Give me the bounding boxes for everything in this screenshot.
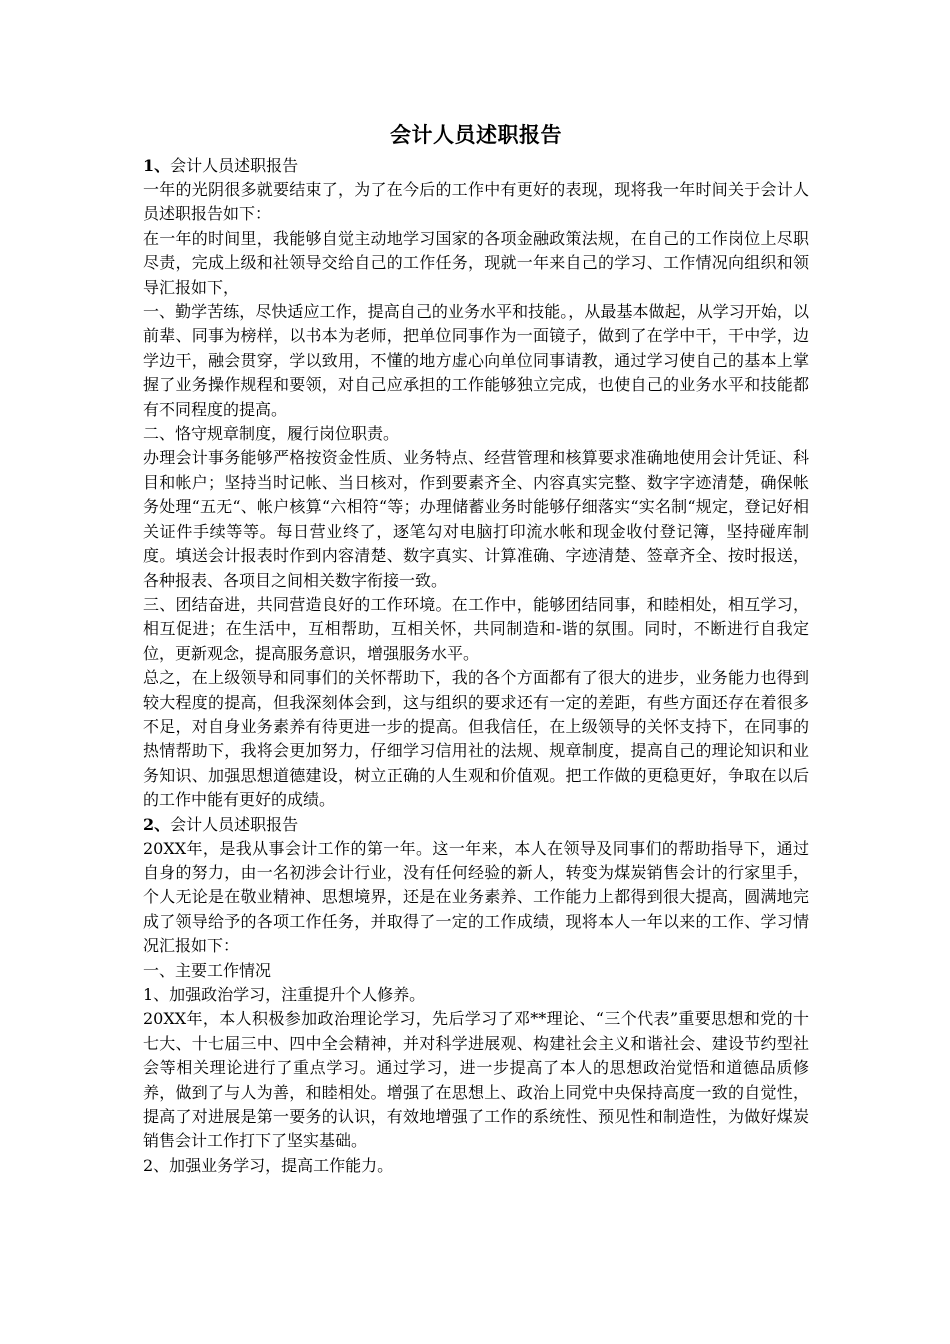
paragraph: 一、主要工作情况 [143,960,272,980]
document-page [143,120,809,1178]
paragraph: 20XX年，本人积极参加政治理论学习，先后学习了邓**理论、“三个代表”重要思想和党的十七大、十七届三中、四中全会精神，并对科学进展观、构建社会主义和谐社会、建设节约型社会等相关理论进行了重点学习。通过学习，进一步提高了本人的思想政治觉悟和道德品质修养，做到了与人为善，和睦相处。增强了在思想上、政治上同党中央保持高度一致的自觉性，提高了对进展是第一要务的认识，有效地增强了工作的系统性、预见性和制造性，为做好煤炭销售会计工作打下了坚实基础。 [143,1009,809,1151]
section-number: 1、 [143,156,171,175]
paragraph: 总之，在上级领导和同事们的关怀帮助下，我的各个方面都有了很大的进步，业务能力也得到较大程度的提高，但我深刻体会到，这与组织的要求还有一定的差距，有些方面还存在着很多不足，对自身业务素养有待更进一步的提高。但我信任，在上级领导的关怀支持下，在同事的热情帮助下，我将会更加努力，仔细学习信用社的法规、规章制度，提高自己的理论知识和业务知识、加强思想道德建设，树立正确的人生观和价值观。把工作做的更稳更好，争取在以后的工作中能有更好的成绩。 [143,668,809,810]
paragraph: 一年的光阴很多就要结束了，为了在今后的工作中有更好的表现，现将我一年时间关于会计人员述职报告如下： [143,180,809,224]
section-2 [143,813,809,1179]
section-1 [143,154,809,813]
paragraph: 办理会计事务能够严格按资金性质、业务特点、经营管理和核算要求准确地使用会计凭证、科目和帐户；坚持当时记帐、当日核对，作到要素齐全、内容真实完整、数字字迹清楚，确保帐务处理“五无“、帐户核算“六相符“等；办理储蓄业务时能够仔细落实“实名制“规定，登记好相关证件手续等等。每日营业终了，逐笔勾对电脑打印流水帐和现金收付登记簿，坚持碰库制度。填送会计报表时作到内容清楚、数字真实、计算准确、字迹清楚、签章齐全、按时报送，各种报表、各项目之间相关数字衔接一致。 [143,448,809,590]
paragraph: 1、加强政治学习，注重提升个人修养。 [143,985,426,1004]
paragraph: 在一年的时间里，我能够自觉主动地学习国家的各项金融政策法规，在自己的工作岗位上尽职尽责，完成上级和社领导交给自己的工作任务，现就一年来自己的学习、工作情况向组织和领导汇报如下， [143,228,809,297]
section-number: 2、 [143,814,171,834]
paragraph: 一、勤学苦练，尽快适应工作，提高自己的业务水平和技能。，从最基本做起，从学习开始，以前辈、同事为榜样，以书本为老师，把单位同事作为一面镜子，做到了在学中干，干中学，边学边干，融会贯穿，学以致用，不懂的地方虚心向单位同事请教，通过学习使自己的基本上掌握了业务操作规程和要领，对自己应承担的工作能够独立完成，也使自己的业务水平和技能都有不同程度的提高。 [143,302,809,419]
paragraph: 2、加强业务学习，提高工作能力。 [143,1155,394,1175]
paragraph: 二、恪守规章制度，履行岗位职责。 [143,424,400,444]
paragraph: 20XX年，是我从事会计工作的第一年。这一年来，本人在领导及同事们的帮助指导下，通过自身的努力，由一名初涉会计行业，没有任何经验的新人，转变为煤炭销售会计的行家里手，个人无论是在敬业精神、思想境界，还是在业务素养、工作能力上都得到很大提高，圆满地完成了领导给予的各项工作任务，并取得了一定的工作成绩，现将本人一年以来的工作、学习情况汇报如下： [143,838,809,956]
section-heading [143,154,809,178]
paragraph: 三、团结奋进，共同营造良好的工作环境。在工作中，能够团结同事，和睦相处，相互学习，相互促进；在生活中，互相帮助，互相关怀，共同制造和-谐的氛围。同时，不断进行自我定位，更新观念，提高服务意识，增强服务水平。 [143,594,809,663]
section-heading [143,813,809,837]
document-title: 会计人员述职报告 [390,122,562,147]
section-heading-text: 会计人员述职报告 [170,814,299,834]
section-heading-text: 会计人员述职报告 [170,156,299,175]
